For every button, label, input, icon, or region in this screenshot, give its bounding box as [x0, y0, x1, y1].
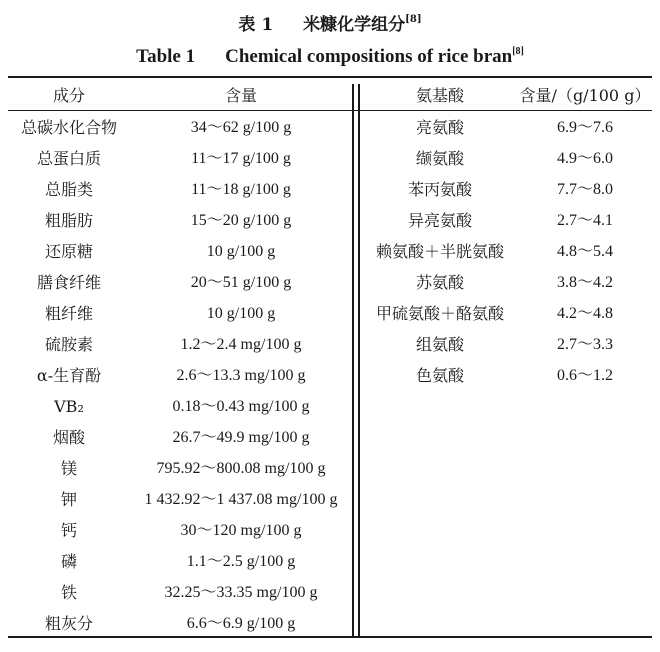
component-content: 1.1～2.5 g/100 g	[186, 553, 296, 570]
component-name: 粗脂肪	[44, 211, 93, 230]
component-content: 6.6～6.9 g/100 g	[186, 615, 296, 632]
component-name: 硫胺素	[44, 335, 93, 354]
component-name: VB₂	[54, 397, 84, 416]
reference-mark: [8]	[405, 14, 422, 26]
amino-acid-content: 4.9～6.0	[556, 150, 613, 167]
amino-acid-content: 4.2～4.8	[556, 305, 613, 322]
component-name: 镁	[60, 459, 77, 478]
component-content: 15～20 g/100 g	[190, 212, 292, 229]
component-name: 粗纤维	[44, 304, 93, 323]
component-content: 0.18～0.43 mg/100 g	[172, 398, 310, 415]
amino-acid-content: 3.8～4.2	[556, 274, 613, 291]
amino-acid-name: 苏氨酸	[415, 273, 464, 292]
component-content: 10 g/100 g	[206, 243, 276, 260]
component-name: 粗灰分	[44, 614, 93, 633]
amino-acid-name: 色氨酸	[415, 366, 464, 385]
component-content: 32.25～33.35 mg/100 g	[164, 584, 318, 601]
component-content: 11～17 g/100 g	[191, 150, 291, 167]
component-name: 总碳水化合物	[20, 118, 117, 137]
component-content: 20～51 g/100 g	[190, 274, 292, 291]
component-name: 钙	[60, 521, 77, 540]
amino-acid-content: 4.8～5.4	[556, 243, 613, 260]
component-content: 1 432.92～1 437.08 mg/100 g	[144, 491, 338, 508]
component-name: 还原糖	[44, 242, 93, 261]
component-content: 34～62 g/100 g	[190, 119, 292, 136]
header-component: 成分	[52, 86, 85, 105]
amino-acid-name: 异亮氨酸	[407, 211, 472, 230]
reference-mark: [8]	[512, 45, 524, 57]
component-name: 烟酸	[52, 428, 85, 447]
amino-acid-name: 亮氨酸	[415, 118, 464, 137]
amino-acid-content: 2.7～3.3	[556, 336, 613, 353]
amino-acid-content: 6.9～7.6	[556, 119, 613, 136]
amino-acid-content: 7.7～8.0	[556, 181, 613, 198]
component-name: 磷	[60, 552, 77, 571]
component-name: 膳食纤维	[36, 273, 101, 292]
amino-acid-name: 缬氨酸	[415, 149, 464, 168]
component-name: 铁	[60, 583, 77, 602]
header-amino-acid: 氨基酸	[415, 86, 464, 105]
amino-acid-name: 苯丙氨酸	[407, 180, 472, 199]
table-caption-cn	[0, 10, 660, 35]
amino-acid-name: 赖氨酸＋半胱氨酸	[375, 242, 504, 261]
header-amino-content: 含量/（g/100 g）	[519, 86, 651, 105]
table-title-en: Chemical compositions of rice bran	[225, 46, 513, 67]
column-divider-right	[358, 84, 360, 636]
header-content: 含量	[224, 86, 257, 105]
table-number-en: Table 1	[136, 46, 196, 67]
column-divider-left	[352, 84, 354, 636]
component-content: 2.6～13.3 mg/100 g	[176, 367, 306, 384]
component-content: 30～120 mg/100 g	[180, 522, 302, 539]
component-content: 11～18 g/100 g	[191, 181, 291, 198]
component-content: 1.2～2.4 mg/100 g	[180, 336, 302, 353]
amino-acid-content: 0.6～1.2	[556, 367, 613, 384]
amino-acid-name: 组氨酸	[415, 335, 464, 354]
component-name: α-生育酚	[36, 366, 102, 385]
component-name: 钾	[60, 490, 77, 509]
amino-acid-name: 甲硫氨酸＋酪氨酸	[375, 304, 504, 323]
table-caption-en	[0, 46, 660, 68]
component-content: 10 g/100 g	[206, 305, 276, 322]
component-name: 总蛋白质	[36, 149, 101, 168]
amino-acid-content: 2.7～4.1	[556, 212, 613, 229]
component-content: 26.7～49.9 mg/100 g	[172, 429, 310, 446]
table-number-cn: 表 1	[238, 15, 274, 35]
table-title-cn: 米糠化学组分	[303, 15, 406, 35]
top-rule	[8, 76, 652, 78]
component-name: 总脂类	[44, 180, 93, 199]
component-content: 795.92～800.08 mg/100 g	[156, 460, 326, 477]
